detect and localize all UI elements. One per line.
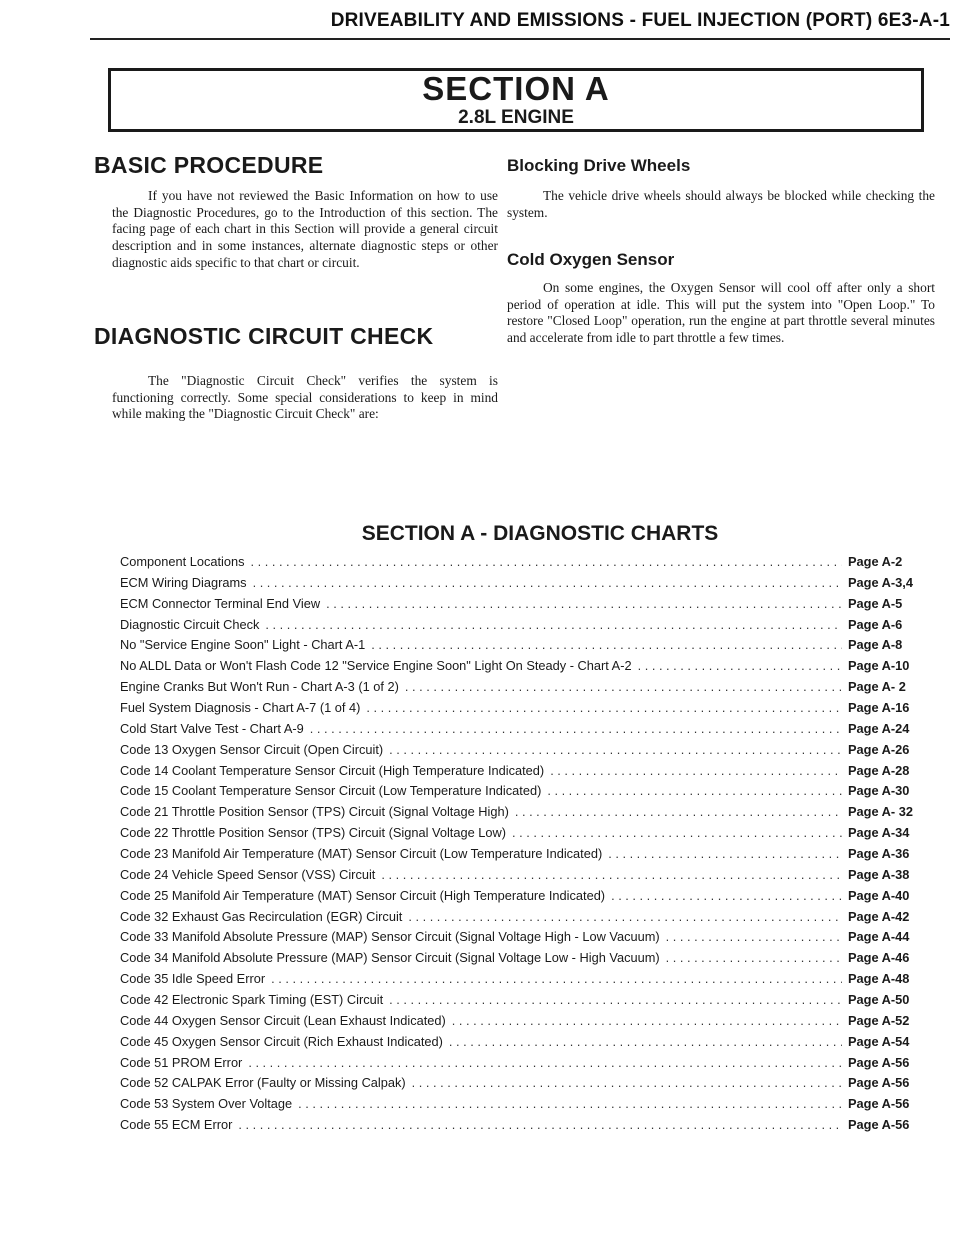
- toc-entry-label: Fuel System Diagnosis - Chart A-7 (1 of 4): [120, 700, 361, 716]
- toc-entry-page: Page A-30: [848, 783, 910, 799]
- toc-entry[interactable]: [120, 721, 938, 742]
- toc-entry[interactable]: [120, 763, 938, 784]
- toc-entry-page: Page A-54: [848, 1033, 910, 1049]
- toc-entry-page: Page A-5: [848, 595, 903, 611]
- toc-entry-page: Page A-44: [848, 929, 910, 945]
- toc-dot-leader: [366, 700, 842, 715]
- toc-entry[interactable]: [120, 950, 938, 971]
- toc-entry[interactable]: [120, 909, 938, 930]
- cold-oxygen-sensor-heading: Cold Oxygen Sensor: [507, 250, 675, 269]
- toc-dot-leader: [666, 929, 842, 944]
- toc-entry[interactable]: [120, 1055, 938, 1076]
- section-subtitle: 2.8L ENGINE: [458, 107, 574, 128]
- toc-dot-leader: [608, 846, 842, 861]
- toc-dot-leader: [371, 637, 842, 652]
- toc-dot-leader: [310, 721, 842, 736]
- toc-entry-page: Page A-36: [848, 846, 910, 862]
- toc-entry[interactable]: [120, 617, 938, 638]
- toc-entry-label: Code 15 Coolant Temperature Sensor Circuit (Low Temperature Indicated): [120, 783, 542, 799]
- toc-dot-leader: [381, 867, 842, 882]
- toc-entry[interactable]: [120, 1096, 938, 1117]
- toc-dot-leader: [408, 909, 842, 924]
- toc-entry-label: Code 52 CALPAK Error (Faulty or Missing Calpak): [120, 1075, 406, 1091]
- toc-entry[interactable]: [120, 575, 938, 596]
- toc-entry-label: Code 45 Oxygen Sensor Circuit (Rich Exhaust Indicated): [120, 1033, 443, 1049]
- toc-entry-label: Engine Cranks But Won't Run - Chart A-3 (1 of 2): [120, 679, 399, 695]
- toc-dot-leader: [265, 617, 842, 632]
- toc-entry[interactable]: [120, 637, 938, 658]
- diagnostic-circuit-check-text: The "Diagnostic Circuit Check" verifies the system is functioning correctly. Some special considerations to keep in mind while making the "Diagnostic Circuit Check" are:: [112, 373, 498, 422]
- toc-entry[interactable]: [120, 888, 938, 909]
- toc-entry-label: Code 13 Oxygen Sensor Circuit (Open Circuit): [120, 741, 384, 757]
- toc-entry-page: Page A- 2: [848, 679, 906, 695]
- toc-entry[interactable]: [120, 554, 938, 575]
- toc-entry-label: No ALDL Data or Won't Flash Code 12 "Service Engine Soon" Light On Steady - Chart A-2: [120, 658, 632, 674]
- toc-entry-page: Page A-56: [848, 1117, 910, 1133]
- running-head: DRIVEABILITY AND EMISSIONS - FUEL INJECTION (PORT) 6E3-A-1: [330, 10, 950, 31]
- toc-entry-label: Cold Start Valve Test - Chart A-9: [120, 720, 304, 736]
- toc-entry-page: Page A-50: [848, 992, 910, 1008]
- toc-entry-label: Code 32 Exhaust Gas Recirculation (EGR) Circuit: [120, 908, 403, 924]
- toc-dot-leader: [550, 763, 842, 778]
- toc-entry[interactable]: [120, 742, 938, 763]
- toc-dot-leader: [412, 1075, 842, 1090]
- toc-entry-label: Code 33 Manifold Absolute Pressure (MAP) Sensor Circuit (Signal Voltage High - Low Vacuum): [120, 929, 660, 945]
- toc-entry-label: Code 35 Idle Speed Error: [120, 971, 266, 987]
- toc-dot-leader: [251, 554, 843, 569]
- toc-dot-leader: [449, 1034, 842, 1049]
- toc-entry-label: ECM Wiring Diagrams: [120, 574, 247, 590]
- toc-entry-page: Page A-42: [848, 908, 910, 924]
- toc-entry[interactable]: [120, 700, 938, 721]
- section-title-box: [108, 68, 924, 132]
- toc-entry-page: Page A-34: [848, 825, 910, 841]
- toc-entry[interactable]: [120, 929, 938, 950]
- toc-entry-label: Code 23 Manifold Air Temperature (MAT) Sensor Circuit (Low Temperature Indicated): [120, 846, 603, 862]
- toc-entry[interactable]: [120, 658, 938, 679]
- toc-dot-leader: [326, 596, 842, 611]
- toc-entry-label: Code 51 PROM Error: [120, 1054, 243, 1070]
- toc-dot-leader: [238, 1117, 842, 1132]
- toc-entry-label: Code 24 Vehicle Speed Sensor (VSS) Circuit: [120, 866, 376, 882]
- toc-dot-leader: [389, 992, 842, 1007]
- toc-entry-page: Page A-38: [848, 866, 910, 882]
- toc-entry-label: Code 44 Oxygen Sensor Circuit (Lean Exhaust Indicated): [120, 1012, 446, 1028]
- toc-entry-page: Page A-26: [848, 741, 910, 757]
- toc-entry-page: Page A-10: [848, 658, 910, 674]
- basic-procedure-heading: BASIC PROCEDURE: [94, 152, 324, 178]
- toc-entry[interactable]: [120, 783, 938, 804]
- toc-entry[interactable]: [120, 825, 938, 846]
- toc-entry[interactable]: [120, 1034, 938, 1055]
- toc-entry-page: Page A-6: [848, 616, 903, 632]
- toc-entry-label: Code 22 Throttle Position Sensor (TPS) Circuit (Signal Voltage Low): [120, 825, 506, 841]
- diagnostic-charts-heading: SECTION A - DIAGNOSTIC CHARTS: [361, 522, 719, 545]
- toc-entry[interactable]: [120, 1117, 938, 1138]
- toc-entry-page: Page A-56: [848, 1075, 910, 1091]
- diagnostic-circuit-check-heading: DIAGNOSTIC CIRCUIT CHECK: [94, 323, 434, 349]
- toc-entry[interactable]: [120, 804, 938, 825]
- toc-dot-leader: [515, 804, 842, 819]
- toc-dot-leader: [611, 888, 842, 903]
- toc-entry-page: Page A-8: [848, 637, 903, 653]
- header-rule: [90, 38, 950, 40]
- toc-dot-leader: [271, 971, 842, 986]
- toc-entry[interactable]: [120, 679, 938, 700]
- toc-entry[interactable]: [120, 971, 938, 992]
- toc-dot-leader: [666, 950, 842, 965]
- toc-entry-label: Diagnostic Circuit Check: [120, 616, 260, 632]
- toc-entry-label: Code 25 Manifold Air Temperature (MAT) Sensor Circuit (High Temperature Indicated): [120, 887, 606, 903]
- toc-entry-page: Page A-46: [848, 950, 910, 966]
- toc-entry-page: Page A-2: [848, 554, 903, 569]
- toc-entry-page: Page A-28: [848, 762, 910, 778]
- toc-entry-label: Code 42 Electronic Spark Timing (EST) Circuit: [120, 992, 384, 1008]
- toc-entry-page: Page A-48: [848, 971, 910, 987]
- section-title: SECTION A: [422, 70, 610, 107]
- toc-dot-leader: [452, 1013, 842, 1028]
- toc-entry-label: Code 55 ECM Error: [120, 1117, 233, 1133]
- toc-dot-leader: [405, 679, 842, 694]
- toc-entry-page: Page A-56: [848, 1096, 910, 1112]
- toc-entry[interactable]: [120, 867, 938, 888]
- toc-entry-label: No "Service Engine Soon" Light - Chart A-1: [120, 637, 366, 653]
- toc-entry-label: Code 21 Throttle Position Sensor (TPS) Circuit (Signal Voltage High): [120, 804, 509, 820]
- toc-dot-leader: [512, 825, 842, 840]
- cold-oxygen-sensor-text: On some engines, the Oxygen Sensor will cool off after only a short period of operation at idle. This will put the system into "Open Loop." To restore "Closed Loop" operation, run the engine at part throttle several minutes and accelerate from idle to part throttle a few times.: [507, 280, 935, 346]
- toc-dot-leader: [638, 658, 842, 673]
- toc-entry-page: Page A-52: [848, 1012, 910, 1028]
- toc-entry-label: Code 14 Coolant Temperature Sensor Circuit (High Temperature Indicated): [120, 762, 545, 778]
- toc-entry-page: Page A-16: [848, 700, 910, 716]
- toc-entry-page: Page A-56: [848, 1054, 910, 1070]
- toc-dot-leader: [248, 1055, 842, 1070]
- toc-entry[interactable]: [120, 1075, 938, 1096]
- blocking-drive-wheels-heading: Blocking Drive Wheels: [507, 156, 691, 175]
- diagnostic-charts-list: [120, 554, 938, 1138]
- toc-entry-label: Code 53 System Over Voltage: [120, 1096, 293, 1112]
- toc-entry-page: Page A-24: [848, 720, 910, 736]
- toc-entry[interactable]: [120, 992, 938, 1013]
- basic-procedure-text: If you have not reviewed the Basic Information on how to use the Diagnostic Procedures, go to the Introduction of this section. The facing page of each chart in this Section will provide a general circuit description and in some instances, alternate diagnostic steps or other diagnostic aids specific to that chart or circuit.: [112, 188, 498, 270]
- toc-entry-label: Code 34 Manifold Absolute Pressure (MAP) Sensor Circuit (Signal Voltage Low - High Vacuum): [120, 950, 660, 966]
- toc-entry-page: Page A-3,4: [848, 574, 913, 590]
- toc-entry[interactable]: [120, 1013, 938, 1034]
- toc-entry[interactable]: [120, 846, 938, 867]
- toc-entry-page: Page A- 32: [848, 804, 913, 820]
- toc-dot-leader: [389, 742, 842, 757]
- toc-entry-label: Component Locations: [120, 554, 245, 569]
- toc-entry-page: Page A-40: [848, 887, 910, 903]
- toc-entry[interactable]: [120, 596, 938, 617]
- toc-dot-leader: [547, 783, 842, 798]
- toc-entry-label: ECM Connector Terminal End View: [120, 595, 321, 611]
- toc-dot-leader: [298, 1096, 842, 1111]
- toc-dot-leader: [253, 575, 842, 590]
- blocking-drive-wheels-text: The vehicle drive wheels should always be blocked while checking the system.: [507, 188, 935, 220]
